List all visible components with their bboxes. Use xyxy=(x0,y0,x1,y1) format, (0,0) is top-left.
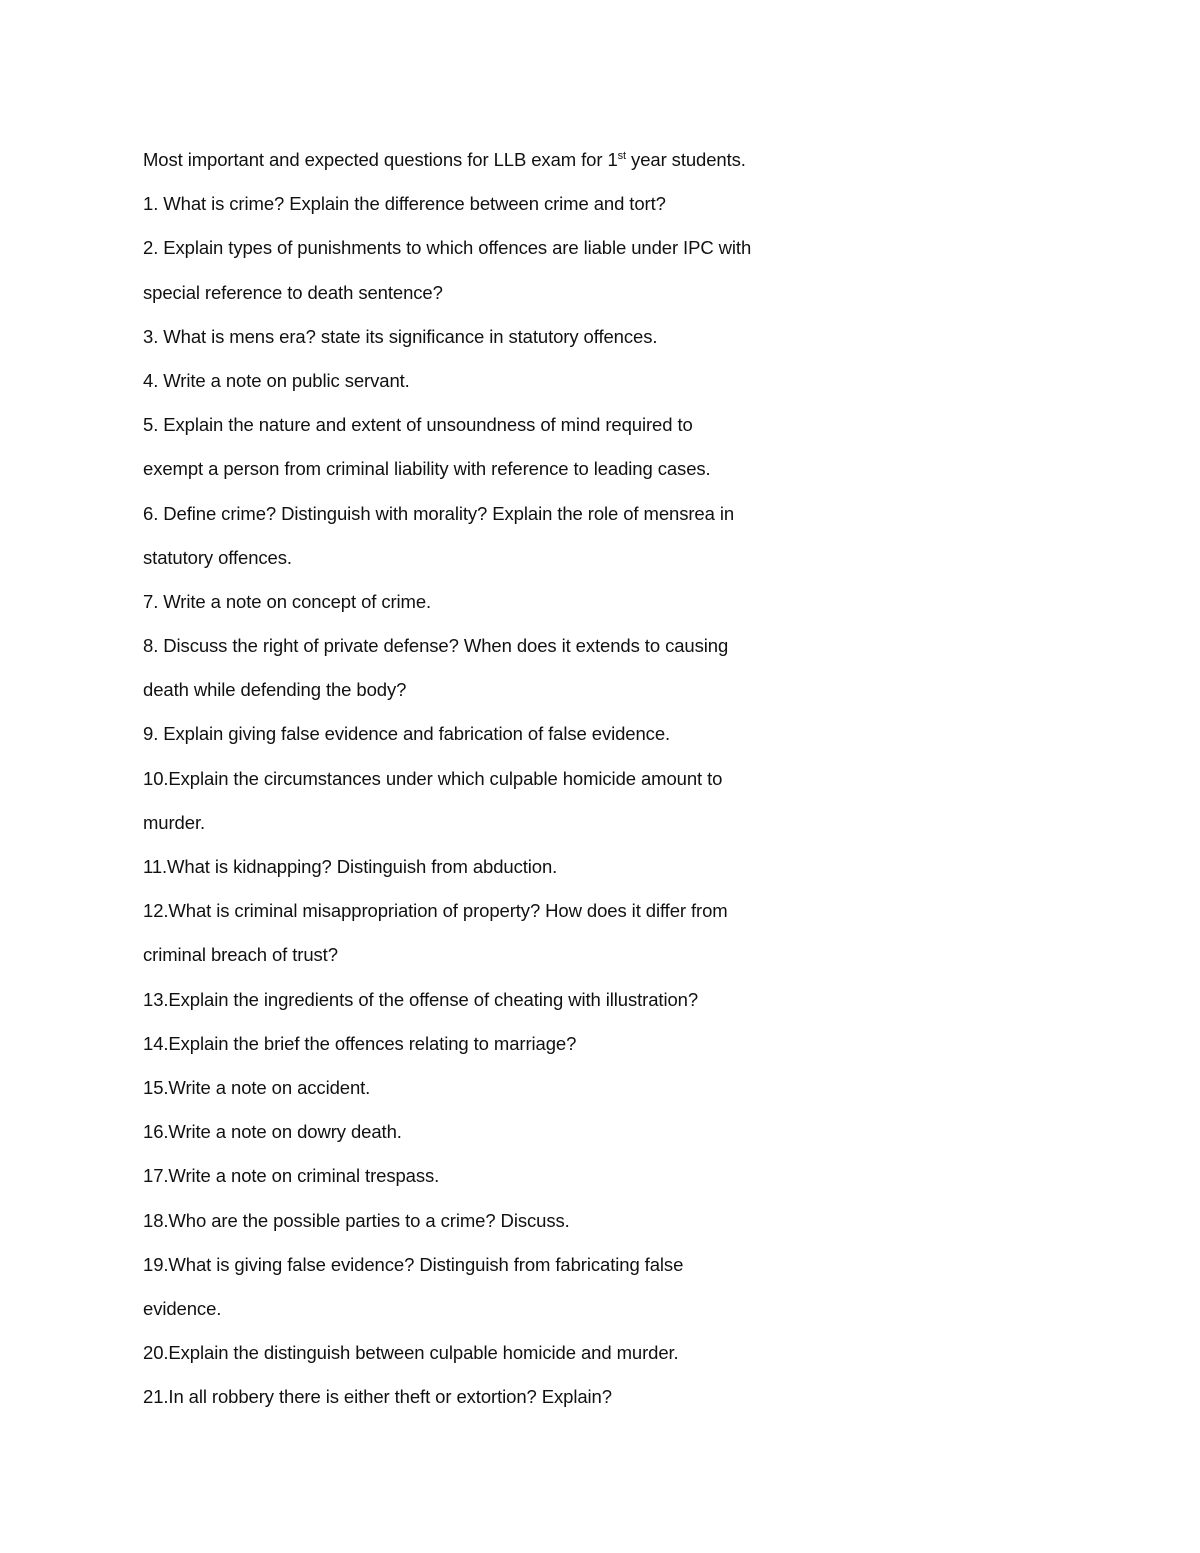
question-line: 17.Write a note on criminal trespass. xyxy=(143,1165,440,1187)
question-line: 4. Write a note on public servant. xyxy=(143,369,410,391)
question-line: 11.What is kidnapping? Distinguish from abduction. xyxy=(143,856,558,877)
question-line: evidence. xyxy=(143,1297,222,1319)
question-line: exempt a person from criminal liability with reference to leading cases. xyxy=(143,458,711,480)
question-line: 15.Write a note on accident. xyxy=(143,1076,371,1098)
question-line: murder. xyxy=(143,811,206,833)
question-line: criminal breach of trust? xyxy=(143,944,338,966)
question-line: 20.Explain the distinguish between culpable homicide and murder. xyxy=(143,1342,679,1364)
question-line: 6. Define crime? Distinguish with morality? Explain the role of mensrea in xyxy=(143,502,735,524)
title-text: Most important and expected questions for LLB exam for 1 xyxy=(143,149,618,170)
question-line: statutory offences. xyxy=(143,546,292,568)
question-line: 14.Explain the brief the offences relating to marriage? xyxy=(143,1032,577,1054)
question-line: 12.What is criminal misappropriation of property? How does it differ from xyxy=(143,900,728,922)
document-page xyxy=(143,138,1043,1419)
question-line: death while defending the body? xyxy=(143,679,407,701)
question-line: 13.Explain the ingredients of the offense of cheating with illustration? xyxy=(143,988,699,1010)
title-superscript: st xyxy=(617,149,626,162)
question-line: 16.Write a note on dowry death. xyxy=(143,1121,402,1143)
question-line: 7. Write a note on concept of crime. xyxy=(143,590,432,612)
question-line: 3. What is mens era? state its significance in statutory offences. xyxy=(143,325,658,347)
question-line: 19.What is giving false evidence? Distinguish from fabricating false xyxy=(143,1253,684,1275)
question-line: 10.Explain the circumstances under which culpable homicide amount to xyxy=(143,767,723,789)
question-line: 9. Explain giving false evidence and fabrication of false evidence. xyxy=(143,723,671,745)
question-line: 2. Explain types of punishments to which offences are liable under IPC with xyxy=(143,237,752,259)
question-line: 1. What is crime? Explain the difference between crime and tort? xyxy=(143,193,666,215)
question-line: 8. Discuss the right of private defense? When does it extends to causing xyxy=(143,635,729,657)
title-text-end: year students. xyxy=(626,149,746,170)
question-line: 5. Explain the nature and extent of unsoundness of mind required to xyxy=(143,414,693,436)
question-line: 21.In all robbery there is either theft or extortion? Explain? xyxy=(143,1386,612,1408)
question-line: 18.Who are the possible parties to a crime? Discuss. xyxy=(143,1209,570,1231)
document-title xyxy=(143,138,1043,182)
question-line: special reference to death sentence? xyxy=(143,281,443,303)
